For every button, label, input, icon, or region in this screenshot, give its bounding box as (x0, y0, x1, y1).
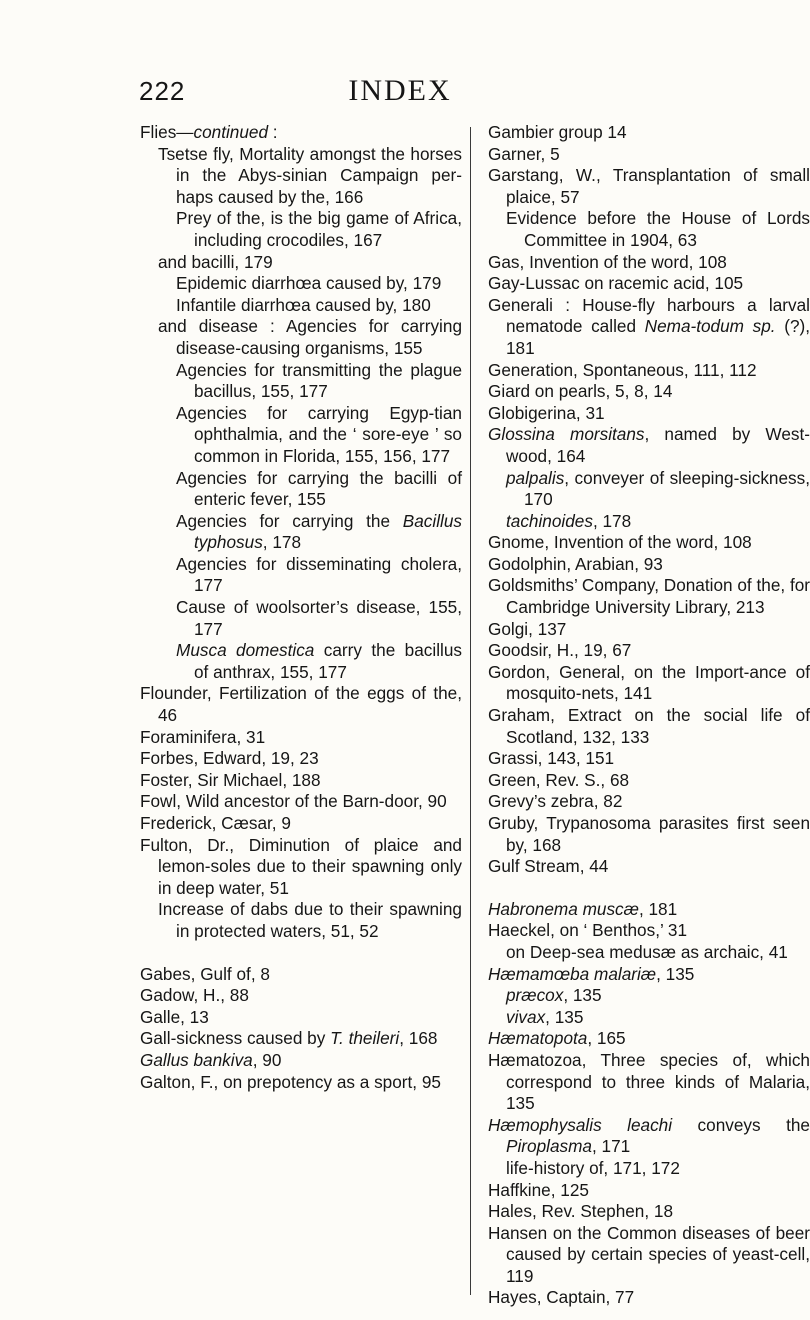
index-entry-text: Flies— (140, 122, 194, 142)
index-entry-text: Hæmatozoa, Three species of, which correspond to three kinds of Malaria, 135 (488, 1049, 810, 1114)
index-entry-text: Gas, Invention of the word, 108 (488, 251, 727, 272)
index-entry (140, 727, 462, 749)
index-entry (140, 899, 462, 942)
index-entry (140, 208, 462, 251)
index-entry-text: Gambier group 14 (488, 122, 627, 142)
index-entry-text: Haeckel, on ‘ Benthos,’ 31 (488, 920, 688, 941)
index-entry (488, 381, 810, 403)
index-entry-text: Agencies for disseminating cholera, 177 (176, 553, 462, 596)
index-entry-text: Gulf Stream, 44 (488, 856, 609, 877)
index-entry (488, 1180, 810, 1202)
index-entry-italic-text: Musca domestica (176, 640, 315, 661)
index-entry (488, 942, 810, 964)
index-entry-text: carry the bacillus of anthrax, 155, 177 (194, 640, 463, 682)
index-entry-text: Gruby, Trypanosoma parasites first seen by, 168 (488, 813, 810, 855)
running-title: INDEX (348, 74, 452, 107)
index-entry-italic-text: Glossina morsitans (488, 424, 645, 445)
index-entry (488, 1007, 810, 1029)
index-entry-text: Garner, 5 (488, 143, 560, 164)
index-entry (488, 640, 810, 662)
index-entry (140, 403, 462, 468)
index-entry (140, 813, 462, 835)
index-entry-text: Evidence before the House of Lords Committee in 1904, 63 (506, 208, 810, 250)
index-entry-text: , conveyer of sleeping-sickness, 170 (524, 467, 810, 510)
index-entry-text: Foraminifera, 31 (140, 726, 266, 747)
index-entry (488, 424, 810, 467)
index-entry (140, 683, 462, 726)
index-entry-text: , 90 (252, 1049, 282, 1070)
index-entry (488, 295, 810, 360)
index-entry-text: Hansen on the Common diseases of beer caused by certain species of yeast-cell, 119 (488, 1222, 810, 1286)
index-entry-text: Globigerina, 31 (488, 402, 605, 423)
index-entry-text: , named by West-wood, 164 (506, 424, 810, 466)
index-entry (140, 144, 462, 209)
index-entry-text: life-history of, 171, 172 (506, 1157, 680, 1178)
index-entry (140, 511, 462, 554)
index-entry-text: Gall-sickness caused by (140, 1028, 331, 1049)
index-entry-text: Galton, F., on prepotency as a sport, 95 (140, 1071, 441, 1092)
index-entry-text: , 135 (545, 1006, 584, 1027)
index-entry-text: Epidemic diarrhœa caused by, 179 (176, 273, 442, 294)
index-entry-text: (?), 181 (506, 316, 810, 358)
index-entry-text: and bacilli, 179 (158, 251, 273, 272)
index-entry-text: Haffkine, 125 (488, 1179, 589, 1200)
index-entry (488, 662, 810, 705)
index-entry (140, 554, 462, 597)
index-entry-text: Generation, Spontaneous, 111, 112 (488, 359, 757, 380)
index-column-right (488, 122, 810, 1309)
index-column-left (140, 122, 462, 1093)
index-entry (140, 985, 462, 1007)
index-entry-text: Giard on pearls, 5, 8, 14 (488, 381, 673, 402)
index-entry-text: Golgi, 137 (488, 618, 567, 639)
index-entry (488, 748, 810, 770)
index-entry (488, 1028, 810, 1050)
index-entry-italic-text: T. theileri (330, 1028, 400, 1049)
page-number: 222 (139, 76, 186, 106)
index-entry (140, 468, 462, 511)
index-entry (488, 144, 810, 166)
index-entry (140, 835, 462, 900)
column-divider (470, 127, 471, 1295)
index-entry (488, 705, 810, 748)
index-entry-italic-text: Bacillus typhosus (194, 510, 462, 553)
index-entry (488, 770, 810, 792)
index-entry-text: Flounder, Fertilization of the eggs of the, 46 (140, 683, 462, 726)
index-entry (488, 1115, 810, 1158)
index-entry (488, 403, 810, 425)
index-entry-text: , 135 (563, 985, 602, 1006)
index-entry-text: Gordon, General, on the Import-ance of mosquito-nets, 141 (488, 661, 810, 704)
index-entry (488, 554, 810, 576)
index-entry (488, 1158, 810, 1180)
index-entry (488, 575, 810, 618)
index-entry-text: Galle, 13 (140, 1006, 209, 1027)
index-entry-text: Gadow, H., 88 (140, 985, 249, 1006)
index-entry-text: Hayes, Captain, 77 (488, 1287, 635, 1308)
index-entry-text: , 168 (399, 1028, 438, 1049)
index-entry-text: Goodsir, H., 19, 67 (488, 640, 632, 661)
index-entry (140, 273, 462, 295)
index-entry (140, 770, 462, 792)
index-entry-italic-text: Hæmamœba malariæ (488, 963, 657, 984)
index-entry (488, 920, 810, 942)
index-entry-text: Forbes, Edward, 19, 23 (140, 748, 319, 769)
index-entry-text: Agencies for transmitting the plague bacillus, 155, 177 (176, 359, 462, 402)
index-entry-text: Grassi, 143, 151 (488, 748, 615, 769)
index-entry (488, 985, 810, 1007)
index-entry-text: Agencies for carrying the bacilli of enteric fever, 155 (176, 467, 462, 510)
index-entry-text: , 178 (262, 532, 302, 553)
index-entry-italic-text: præcox (506, 985, 564, 1006)
index-entry (488, 252, 810, 274)
index-entry-text: Fulton, Dr., Diminution of plaice and lemon-soles due to their spawning only in deep water, 51 (140, 834, 462, 898)
index-entry (140, 360, 462, 403)
index-entry (488, 791, 810, 813)
index-entry (140, 1028, 462, 1050)
index-entry-text: , 135 (656, 963, 695, 984)
index-entry (488, 208, 810, 251)
index-entry-text: Increase of dabs due to their spawning in protected waters, 51, 52 (158, 899, 462, 941)
index-entry (140, 791, 462, 813)
index-entry-text: Gabes, Gulf of, 8 (140, 963, 270, 984)
index-entry (488, 619, 810, 641)
index-entry-text: Goldsmiths’ Company, Donation of the, for Cambridge University Library, 213 (488, 575, 810, 618)
index-entry-italic-text: tachinoides (506, 510, 593, 531)
index-entry-text: Gnome, Invention of the word, 108 (488, 532, 752, 553)
index-entry-italic-text: Gallus bankiva (140, 1049, 253, 1070)
index-entry (488, 273, 810, 295)
index-entry-text: Grevy’s zebra, 82 (488, 791, 623, 812)
index-entry-italic-text: Hæmophysalis leachi (488, 1114, 673, 1135)
index-entry (488, 1201, 810, 1223)
index-entry-text: , 171 (591, 1136, 631, 1157)
index-entry (140, 640, 462, 683)
index-entry-italic-text: continued (193, 122, 269, 142)
index-entry (140, 597, 462, 640)
index-entry-text: Hales, Rev. Stephen, 18 (488, 1201, 674, 1222)
index-entry (140, 316, 462, 359)
index-entry (488, 964, 810, 986)
index-entry-text: Garstang, W., Transplantation of small plaice, 57 (488, 165, 810, 207)
index-entry (488, 899, 810, 921)
page-header (0, 76, 800, 106)
index-entry (140, 964, 462, 986)
index-entry-text: on Deep-sea medusæ as archaic, 41 (506, 941, 788, 962)
index-entry (488, 532, 810, 554)
index-entry (140, 748, 462, 770)
index-entry-text: Fowl, Wild ancestor of the Barn-door, 90 (140, 791, 447, 812)
index-entry-text: Cause of woolsorter’s disease, 155, 177 (176, 597, 462, 639)
index-entry-text: Green, Rev. S., 68 (488, 769, 630, 790)
index-entry-text: Gay-Lussac on racemic acid, 105 (488, 273, 744, 294)
index-entry (488, 511, 810, 533)
index-entry-text: Prey of the, is the big game of Africa, including crocodiles, 167 (176, 208, 462, 250)
index-entry-italic-text: Nema-todum sp. (644, 316, 776, 337)
index-entry (140, 1050, 462, 1072)
index-entry-italic-text: vivax (506, 1006, 546, 1027)
index-entry-italic-text: palpalis (506, 467, 565, 488)
index-entry (488, 856, 810, 878)
index-entry-text: : (268, 122, 278, 142)
index-entry (488, 1223, 810, 1288)
index-entry (140, 295, 462, 317)
index-entry-text: , 181 (638, 898, 678, 919)
index-entry-text: Graham, Extract on the social life of Scotland, 132, 133 (488, 705, 810, 747)
index-entry-text: Generali : House-fly harbours a larval nematode called (488, 294, 810, 337)
index-entry (488, 1287, 810, 1309)
index-entry (488, 468, 810, 511)
index-entry (488, 165, 810, 208)
index-entry-text: Agencies for carrying the (176, 510, 403, 531)
index-entry-text: and disease : Agencies for carrying disease-causing organisms, 155 (158, 316, 462, 358)
index-entry (488, 122, 810, 144)
index-entry (488, 1050, 810, 1115)
index-entry-italic-text: Habronema muscæ (488, 898, 639, 919)
index-entry-text: , 178 (592, 510, 632, 531)
index-entry-text: Foster, Sir Michael, 188 (140, 769, 321, 790)
index-entry-text: Infantile diarrhœa caused by, 180 (176, 294, 431, 315)
index-entry (488, 813, 810, 856)
index-entry-text: Frederick, Cæsar, 9 (140, 813, 291, 833)
index-entry (140, 122, 462, 144)
index-entry-text: Tsetse fly, Mortality amongst the horses in the Abys-sinian Campaign per-haps caused by the, 166 (158, 143, 462, 207)
index-entry-text: conveys the (672, 1114, 810, 1135)
index-entry-text: Godolphin, Arabian, 93 (488, 553, 663, 574)
index-entry-text: , 165 (587, 1028, 626, 1049)
index-entry-text: Agencies for carrying Egyp-tian ophthalmia, and the ‘ sore-eye ’ so common in Florida, 155, 156, 177 (176, 402, 462, 466)
index-entry-italic-text: Hæmatopota (488, 1028, 588, 1049)
index-entry-italic-text: Piroplasma (506, 1136, 592, 1157)
index-entry (488, 360, 810, 382)
index-entry (140, 1072, 462, 1094)
index-entry (140, 1007, 462, 1029)
index-entry (140, 252, 462, 274)
